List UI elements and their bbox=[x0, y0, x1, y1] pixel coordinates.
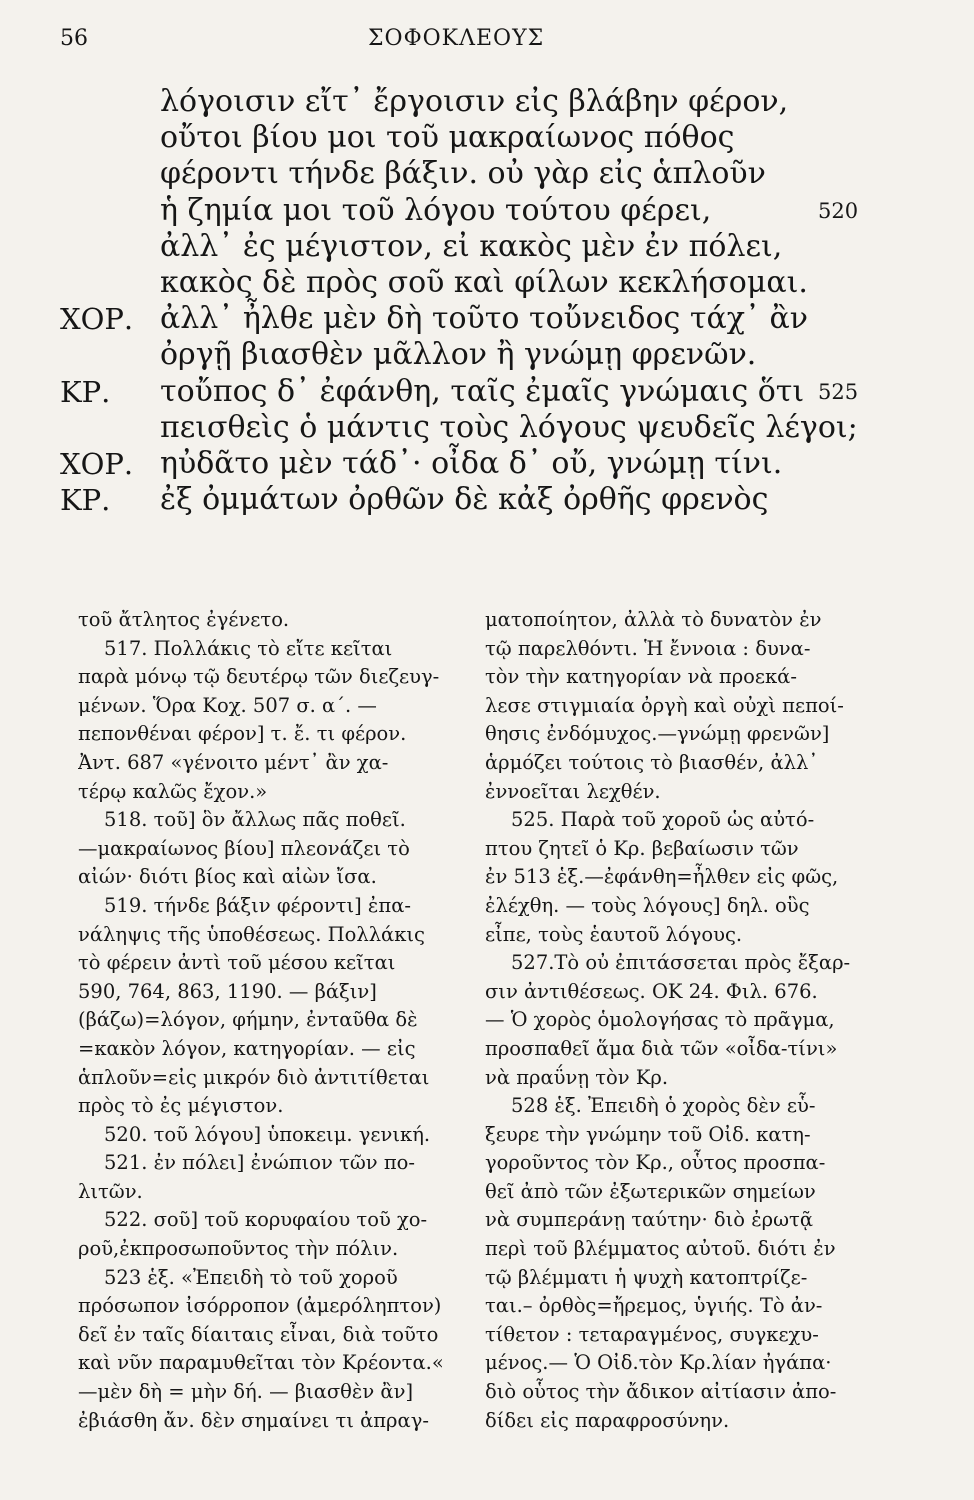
commentary-left-column bbox=[78, 606, 468, 1435]
commentary-line: λιτῶν. bbox=[78, 1179, 143, 1203]
verse-text: φέροντι τήνδε βάξιν. οὐ γὰρ εἰς ἁπλοῦν bbox=[160, 156, 766, 192]
commentary-line: εἶπε, τοὺς ἑαυτοῦ λόγους. bbox=[485, 922, 743, 946]
commentary-line: αἰών· διότι βίος καὶ αἰὼν ἴσα. bbox=[78, 865, 377, 889]
commentary-line: παρὰ μόνῳ τῷ δευτέρῳ τῶν διεζευγ- bbox=[78, 665, 440, 689]
commentary-line: τὸν τὴν κατηγορίαν νὰ προεκά- bbox=[485, 665, 797, 689]
commentary-line: =κακὸν λόγον, κατηγορίαν. — εἰς bbox=[78, 1036, 416, 1060]
commentary-line: τὸ φέρειν ἀντὶ τοῦ μέσου κεῖται bbox=[78, 951, 396, 975]
commentary-line: πτου ζητεῖ ὁ Κρ. βεβαίωσιν τῶν bbox=[485, 836, 799, 860]
commentary-line: 520. τοῦ λόγου] ὑποκειμ. γενική. bbox=[104, 1122, 431, 1146]
verse-line bbox=[0, 265, 974, 301]
commentary-line: 523 ἑξ. «Ἐπειδὴ τὸ τοῦ χοροῦ bbox=[104, 1265, 398, 1289]
commentary-line: δεῖ ἐν ταῖς δίαιταις εἶναι, διὰ τοῦτο bbox=[78, 1322, 439, 1346]
commentary-line: πεπονθέναι φέρον] τ. ἔ. τι φέρον. bbox=[78, 722, 407, 746]
commentary-line: (βάζω)=λόγον, φήμην, ἐνταῦθα δὲ bbox=[78, 1008, 418, 1032]
commentary-line: θεῖ ἀπὸ τῶν ἐξωτερικῶν σημείων bbox=[485, 1179, 816, 1203]
commentary-line: ται.– ὀρθὸς=ἤρεμος, ὑγιής. Τὸ ἀν- bbox=[485, 1294, 823, 1318]
commentary-line: προσπαθεῖ ἅμα διὰ τῶν «οἶδα-τίνι» bbox=[485, 1036, 838, 1060]
commentary-line: 518. τοῦ] ὃν ἄλλως πᾶς ποθεῖ. bbox=[104, 808, 406, 832]
commentary-line: περὶ τοῦ βλέμματος αὐτοῦ. διότι ἐν bbox=[485, 1237, 836, 1261]
commentary-line: 522. σοῦ] τοῦ κορυφαίου τοῦ χο- bbox=[104, 1208, 428, 1232]
verse-line bbox=[0, 193, 974, 229]
verse-text: ηὐδᾶτο μὲν τάδ᾽· οἶδα δ᾽ οὔ, γνώμῃ τίνι. bbox=[160, 446, 783, 481]
verse-text: ἐξ ὀμμάτων ὀρθῶν δὲ κἀξ ὀρθῆς φρενὸς bbox=[160, 482, 769, 518]
verse-text: οὔτοι βίου μοι τοῦ μακραίωνος πόθος bbox=[160, 120, 735, 156]
verse-line bbox=[0, 156, 974, 192]
verse-text: ἡ ζημία μοι τοῦ λόγου τούτου φέρει, bbox=[160, 192, 712, 228]
commentary-line: πρὸς τὸ ἐς μέγιστον. bbox=[78, 1094, 284, 1118]
commentary-line: 521. ἐν πόλει] ἐνώπιον τῶν πο- bbox=[104, 1151, 415, 1175]
verse-text: ἀλλ᾽ ἐς μέγιστον, εἰ κακὸς μὲν ἐν πόλει, bbox=[160, 228, 783, 264]
verse-line bbox=[0, 374, 974, 410]
speaker-label: ΚΡ. bbox=[60, 374, 111, 409]
commentary-line: γοροῦντος τὸν Κρ., οὗτος προσπα- bbox=[485, 1151, 826, 1175]
speaker-label: ΚΡ. bbox=[60, 483, 111, 518]
commentary-line: νάληψις τῆς ὑποθέσεως. Πολλάκις bbox=[78, 922, 425, 946]
commentary-line: τέρῳ καλῶς ἔχον.» bbox=[78, 779, 268, 803]
commentary-line: ἐν 513 ἑξ.—ἐφάνθη=ἦλθεν εἰς φῶς, bbox=[485, 865, 839, 889]
commentary-line: 527.Τὸ οὐ ἐπιτάσσεται πρὸς ἔξαρ- bbox=[511, 951, 851, 975]
verse-text: ἀλλ᾽ ἦλθε μὲν δὴ τοῦτο τοὔνειδος τάχ᾽ ἂν bbox=[160, 301, 808, 337]
commentary-line: 517. Πολλάκις τὸ εἴτε κεῖται bbox=[104, 636, 393, 660]
verse-text: κακὸς δὲ πρὸς σοῦ καὶ φίλων κεκλήσομαι. bbox=[160, 265, 808, 300]
commentary-line: Ἀντ. 687 «γένοιτο μέντ᾽ ἂν χα- bbox=[78, 750, 389, 774]
commentary-line: καὶ νῦν παραμυθεῖται τὸν Κρέοντα.« bbox=[78, 1351, 444, 1375]
verse-line bbox=[0, 482, 974, 518]
commentary-line: ἐννοεῖται λεχθέν. bbox=[485, 779, 661, 803]
line-number: 520 bbox=[818, 198, 859, 223]
commentary-line: —μὲν δὴ = μὴν δή. — βιασθὲν ἂν] bbox=[78, 1380, 414, 1404]
commentary-line: νὰ συμπεράνῃ ταύτην· διὸ ἐρωτᾷ bbox=[485, 1208, 813, 1232]
commentary-line: διὸ οὗτος τὴν ἄδικον αἰτίασιν ἀπο- bbox=[485, 1380, 837, 1404]
verse-text: τοὔπος δ᾽ ἐφάνθη, ταῖς ἐμαῖς γνώμαις ὅτι bbox=[160, 373, 805, 409]
verse-line bbox=[0, 301, 974, 337]
commentary-line: τίθετον : τεταραγμένος, συγκεχυ- bbox=[485, 1322, 819, 1346]
verse-line bbox=[0, 120, 974, 156]
verse-line bbox=[0, 446, 974, 482]
commentary-line: λεσε στιγμιαία ὀργὴ καὶ οὐχὶ πεποί- bbox=[485, 693, 844, 717]
commentary-line: 519. τήνδε βάξιν φέροντι] ἐπα- bbox=[104, 893, 411, 917]
running-title: ΣΟΦΟΚΛΕΟΥΣ bbox=[368, 26, 545, 51]
commentary-line: σιν ἀντιθέσεως. ΟΚ 24. Φιλ. 676. bbox=[485, 979, 818, 1003]
commentary-line: τῷ παρελθόντι. Ἡ ἔννοια : δυνα- bbox=[485, 636, 811, 660]
commentary-line: 528 ἑξ. Ἐπειδὴ ὁ χορὸς δὲν εὗ- bbox=[511, 1094, 816, 1118]
verse-text: λόγοισιν εἴτ᾽ ἔργοισιν εἰς βλάβην φέρον, bbox=[160, 84, 789, 119]
commentary-line: θησις ἐνδόμυχος.—γνώμῃ φρενῶν] bbox=[485, 722, 830, 746]
verse-line bbox=[0, 337, 974, 373]
commentary-line: μένος.— Ὁ Οἰδ.τὸν Κρ.λίαν ἠγάπα· bbox=[485, 1351, 832, 1375]
commentary-line: τοῦ ἄτλητος ἐγένετο. bbox=[78, 608, 290, 631]
commentary-line: —μακραίωνος βίου] πλεονάζει τὸ bbox=[78, 836, 410, 860]
commentary-line: ματοποίητον, ἀλλὰ τὸ δυνατὸν ἐν bbox=[485, 608, 822, 631]
line-number: 525 bbox=[818, 379, 859, 404]
verse-text: πεισθεὶς ὁ μάντις τοὺς λόγους ψευδεῖς λέγοι; bbox=[160, 409, 858, 445]
commentary-line: τῷ βλέμματι ἡ ψυχὴ κατοπτρίζε- bbox=[485, 1265, 808, 1289]
commentary-line: νὰ πραΰνῃ τὸν Κρ. bbox=[485, 1065, 669, 1089]
commentary-line: ἐβιάσθη ἄν. δὲν σημαίνει τι ἀπραγ- bbox=[78, 1408, 429, 1432]
page-number: 56 bbox=[60, 26, 88, 51]
verse-line bbox=[0, 84, 974, 120]
commentary-line: ἐλέχθη. — τοὺς λόγους] δηλ. οὓς bbox=[485, 893, 810, 917]
commentary-line: ροῦ,ἐκπροσωποῦντος τὴν πόλιν. bbox=[78, 1237, 399, 1261]
verse-text: ὀργῇ βιασθὲν μᾶλλον ἢ γνώμῃ φρενῶν. bbox=[160, 337, 757, 373]
commentary-line: 525. Παρὰ τοῦ χοροῦ ὡς αὐτό- bbox=[511, 808, 815, 832]
commentary-line: — Ὁ χορὸς ὁμολογήσας τὸ πρᾶγμα, bbox=[485, 1008, 835, 1032]
verse-line bbox=[0, 410, 974, 446]
speaker-label: ΧΟΡ. bbox=[60, 447, 134, 481]
commentary-line: δίδει εἰς παραφροσύνην. bbox=[485, 1408, 730, 1432]
commentary-line: πρόσωπον ἰσόρροπον (ἀμερόληπτον) bbox=[78, 1294, 442, 1318]
commentary-line: ξευρε τὴν γνώμην τοῦ Οἰδ. κατη- bbox=[485, 1122, 811, 1146]
speaker-label: ΧΟΡ. bbox=[60, 302, 134, 337]
commentary-line: μένων. Ὅρα Κοχ. 507 σ. α΄. — bbox=[78, 693, 377, 717]
commentary-line: ἁρμόζει τούτοις τὸ βιασθέν, ἀλλ᾽ bbox=[485, 750, 819, 774]
verse-line bbox=[0, 229, 974, 265]
commentary-right-column bbox=[485, 606, 890, 1435]
commentary-line: 590, 764, 863, 1190. — βάξιν] bbox=[78, 979, 377, 1003]
commentary-line: ἁπλοῦν=εἰς μικρόν διὸ ἀντιτίθεται bbox=[78, 1065, 430, 1089]
